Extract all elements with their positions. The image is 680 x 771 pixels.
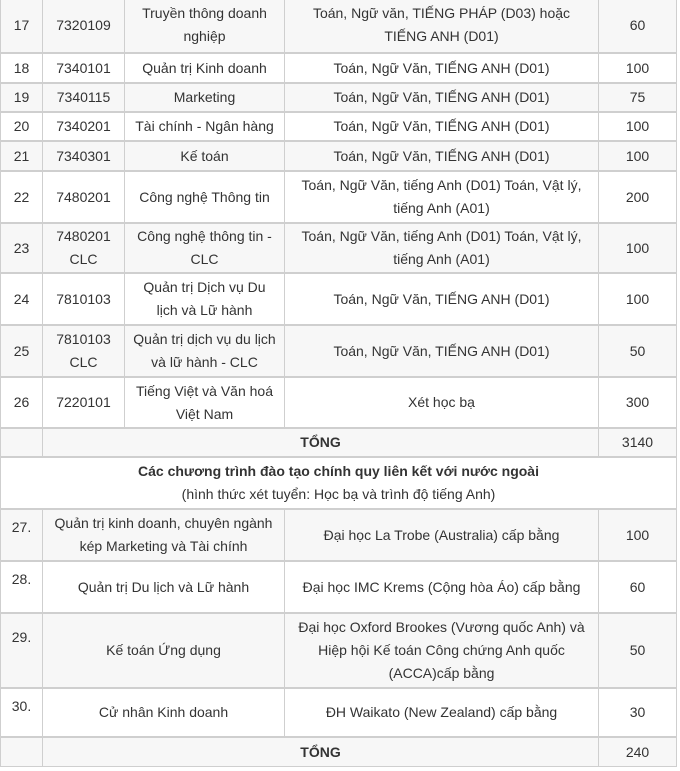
section-header (0, 457, 677, 509)
table-row (0, 273, 677, 325)
row-number: 17 (13, 16, 30, 33)
quota: 50 (598, 326, 676, 376)
degree-issuer: Đại học Oxford Brookes (Vương quốc Anh) và Hiệp hội Kế toán Công chứng Anh quốc (ACCA)cấp bằng (284, 614, 598, 687)
major-name: Công nghệ thông tin - CLC (124, 224, 284, 272)
total-row (0, 737, 677, 767)
table-row (0, 141, 677, 171)
quota: 100 (598, 224, 676, 272)
major-code: 7810103 CLC (42, 326, 124, 376)
exam-subjects: Xét học bạ (284, 378, 598, 427)
table-row (0, 561, 677, 613)
row-number: 28. (11, 571, 32, 587)
program-name: Quản trị kinh doanh, chuyên ngành kép Marketing và Tài chính (42, 510, 284, 560)
program-name: Quản trị Du lịch và Lữ hành (42, 562, 284, 612)
row-number: 29. (11, 629, 32, 645)
major-code: 7340301 (42, 142, 124, 170)
major-name: Tiếng Việt và Văn hoá Việt Nam (124, 378, 284, 427)
major-code: 7340101 (42, 54, 124, 82)
total-value: 240 (598, 738, 676, 766)
quota: 200 (598, 172, 676, 222)
table-row (0, 509, 677, 561)
quota: 50 (598, 614, 676, 687)
table-row (0, 223, 677, 273)
quota: 100 (598, 510, 676, 560)
row-number: 22 (13, 188, 30, 205)
row-number: 23 (13, 239, 30, 256)
exam-subjects: Toán, Ngữ Văn, tiếng Anh (D01) Toán, Vật lý, tiếng Anh (A01) (284, 224, 598, 272)
section-subtitle: (hình thức xét tuyển: Học bạ và trình độ tiếng Anh) (181, 486, 496, 502)
exam-subjects: Toán, Ngữ văn, TIẾNG PHÁP (D03) hoặc TIẾNG ANH (D01) (284, 0, 598, 52)
total-label: TỔNG (42, 738, 598, 766)
table-row (0, 688, 677, 737)
major-name: Quản trị Kinh doanh (124, 54, 284, 82)
table-row (0, 171, 677, 223)
major-name: Marketing (124, 84, 284, 111)
quota: 100 (598, 113, 676, 140)
major-name: Quản trị Dịch vụ Du lịch và Lữ hành (124, 274, 284, 324)
row-number: 20 (13, 118, 30, 134)
exam-subjects: Toán, Ngữ Văn, TIẾNG ANH (D01) (284, 54, 598, 82)
table-row (0, 53, 677, 83)
quota: 100 (598, 142, 676, 170)
exam-subjects: Toán, Ngữ Văn, TIẾNG ANH (D01) (284, 274, 598, 324)
major-name: Quản trị dịch vụ du lịch và lữ hành - CLC (124, 326, 284, 376)
major-name: Kế toán (124, 142, 284, 170)
total-empty-cell (1, 738, 42, 766)
major-name: Tài chính - Ngân hàng (124, 113, 284, 140)
table-row (0, 83, 677, 112)
major-code: 7480201 CLC (42, 224, 124, 272)
row-number: 26 (13, 394, 30, 410)
major-code: 7480201 (42, 172, 124, 222)
table-row (0, 0, 677, 53)
program-name: Cử nhân Kinh doanh (42, 689, 284, 736)
major-code: 7810103 (42, 274, 124, 324)
major-name: Truyền thông doanh nghiệp (124, 0, 284, 52)
total-row (0, 428, 677, 457)
table-row (0, 377, 677, 428)
exam-subjects: Toán, Ngữ Văn, TIẾNG ANH (D01) (284, 84, 598, 111)
row-number: 30. (11, 698, 32, 714)
row-number: 25 (13, 342, 30, 359)
major-code: 7220101 (42, 378, 124, 427)
row-number: 24 (13, 290, 30, 307)
major-code: 7340201 (42, 113, 124, 140)
major-name: Công nghệ Thông tin (124, 172, 284, 222)
exam-subjects: Toán, Ngữ Văn, TIẾNG ANH (D01) (284, 113, 598, 140)
major-code: 7320109 (42, 0, 124, 52)
quota: 300 (598, 378, 676, 427)
exam-subjects: Toán, Ngữ Văn, tiếng Anh (D01) Toán, Vật lý, tiếng Anh (A01) (284, 172, 598, 222)
total-empty-cell (1, 429, 42, 456)
exam-subjects: Toán, Ngữ Văn, TIẾNG ANH (D01) (284, 326, 598, 376)
quota: 30 (598, 689, 676, 736)
quota: 100 (598, 274, 676, 324)
degree-issuer: Đại học IMC Krems (Cộng hòa Áo) cấp bằng (284, 562, 598, 612)
total-value: 3140 (598, 429, 676, 456)
section-heading (1, 458, 676, 508)
program-name: Kế toán Ứng dụng (42, 614, 284, 687)
quota: 100 (598, 54, 676, 82)
degree-issuer: Đại học La Trobe (Australia) cấp bằng (284, 510, 598, 560)
row-number: 27. (11, 519, 32, 535)
table-row (0, 112, 677, 141)
section-title: Các chương trình đào tạo chính quy liên kết với nước ngoài (138, 463, 539, 479)
table-row (0, 325, 677, 377)
exam-subjects: Toán, Ngữ Văn, TIẾNG ANH (D01) (284, 142, 598, 170)
major-code: 7340115 (42, 84, 124, 111)
quota: 60 (598, 562, 676, 612)
table-row (0, 613, 677, 688)
row-number: 19 (13, 89, 30, 105)
quota: 60 (598, 0, 676, 52)
degree-issuer: ĐH Waikato (New Zealand) cấp bằng (284, 689, 598, 736)
row-number: 18 (13, 59, 30, 76)
total-label: TỔNG (42, 429, 598, 456)
quota: 75 (598, 84, 676, 111)
row-number: 21 (13, 147, 30, 164)
